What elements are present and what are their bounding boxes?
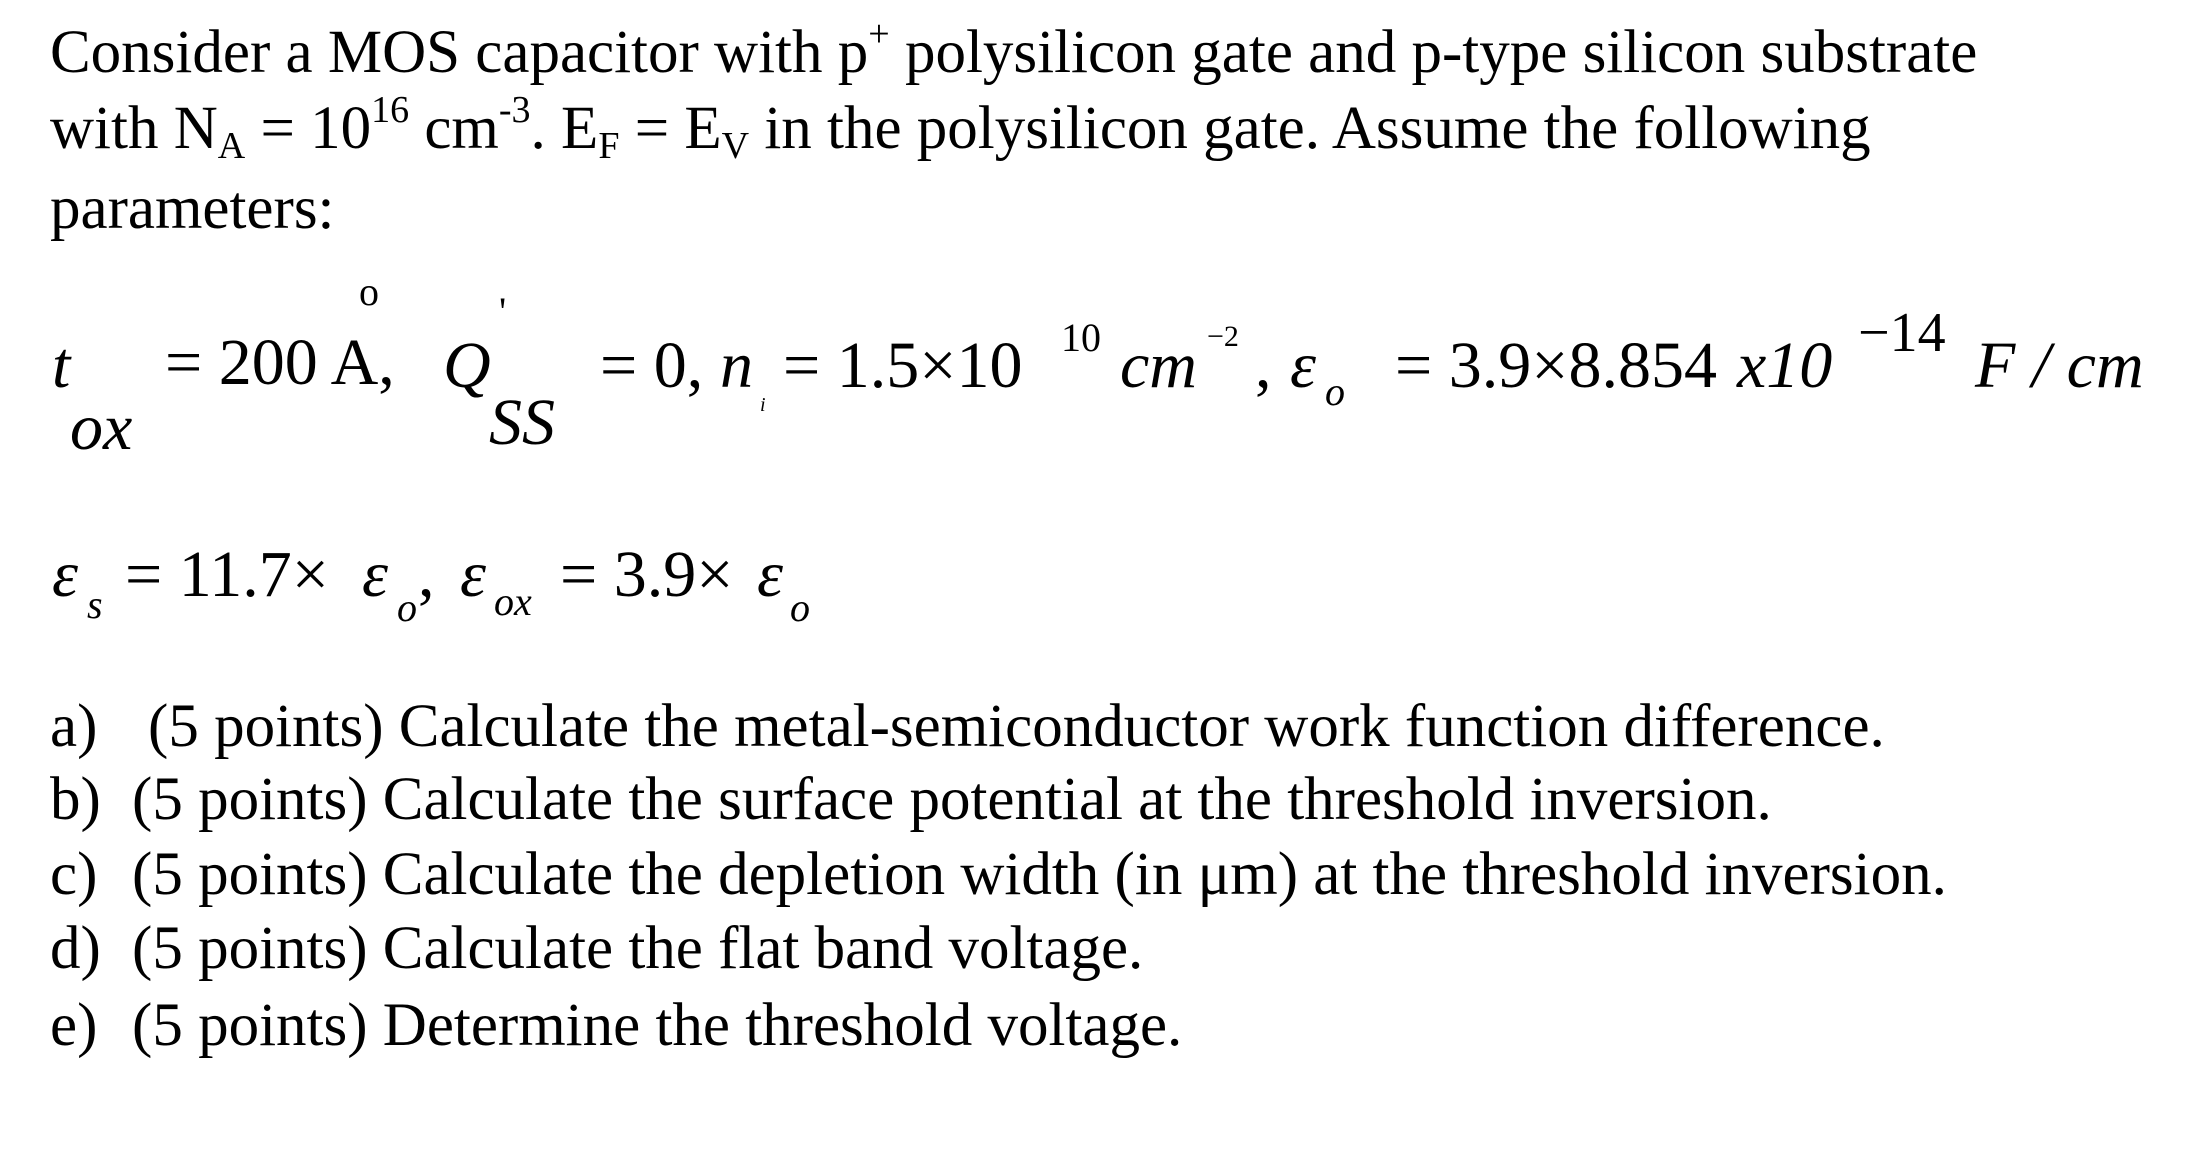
subscript-ss: SS [489, 386, 555, 459]
question-e [50, 992, 1183, 1059]
question-text: (5 points) Calculate the flat band voltage. [132, 915, 1144, 982]
question-text: (5 points) Determine the threshold voltage. [132, 992, 1183, 1059]
question-label: e) [50, 992, 98, 1059]
question-text: (5 points) Calculate the surface potential at the threshold inversion. [132, 766, 1772, 833]
question-text: (5 points) Calculate the depletion width (in μm) at the threshold inversion. [132, 841, 1947, 908]
symbol-t: t [52, 329, 71, 402]
ni-value: = 1.5×10 [783, 329, 1023, 402]
question-label: d) [50, 915, 101, 982]
epsilon-o-value: = 3.9×8.854 [1395, 329, 1717, 402]
x10-text: x10 [1737, 329, 1833, 402]
question-a [50, 693, 1885, 760]
superscript-minus2: −2 [1207, 320, 1239, 353]
subscript-o: o [1325, 369, 1345, 414]
symbol-epsilon-o-1: ε [362, 538, 389, 611]
prime-mark: ' [499, 289, 507, 334]
question-label: b) [50, 766, 101, 833]
question-label: c) [50, 841, 98, 908]
symbol-epsilon-o: ε [1290, 329, 1317, 402]
question-text: (5 points) Calculate the metal-semiconductor work function difference. [148, 693, 1885, 760]
unit-F-per-cm: F / cm [1975, 329, 2144, 402]
subscript-o-2: o [790, 585, 810, 630]
question-label: a) [50, 693, 98, 760]
question-c [50, 841, 1947, 908]
unit-cm: cm [1120, 329, 1197, 402]
subscript-o-1: o [397, 585, 417, 630]
symbol-epsilon-ox: ε [460, 538, 487, 611]
epsilon-ox-value: = 3.9× [560, 538, 734, 611]
symbol-Q: Q [443, 329, 491, 402]
subscript-s: s [87, 582, 103, 627]
qss-value: = 0, [600, 329, 704, 402]
comma-2: , [418, 538, 435, 611]
tox-value: = 200 A, [165, 326, 395, 399]
symbol-n: n [720, 329, 753, 402]
subscript-i: i [760, 394, 766, 416]
subscript-ox: ox [70, 391, 133, 464]
comma: , [1255, 329, 1272, 402]
intro-line-2: with NA = $10^{16}$ $cm^{-3}$. EF = EV in the polysilicon gate. Assume the following [50, 89, 1871, 167]
epsilon-s-value: = 11.7× [125, 538, 329, 611]
question-b [50, 766, 1772, 833]
intro-line-1: Consider a MOS capacitor with p+ polysilicon gate and p-type silicon substrate [50, 13, 1978, 86]
intro-line-3: parameters: [50, 175, 335, 242]
subscript-ox-2: ox [494, 579, 532, 624]
superscript-10: 10 [1061, 315, 1101, 360]
symbol-epsilon-o-2: ε [757, 538, 784, 611]
question-d [50, 915, 1144, 982]
superscript-plus: + [868, 13, 890, 55]
angstrom-ring: o [359, 269, 379, 314]
superscript-minus14: −14 [1858, 302, 1946, 364]
symbol-epsilon-s: ε [52, 538, 79, 611]
